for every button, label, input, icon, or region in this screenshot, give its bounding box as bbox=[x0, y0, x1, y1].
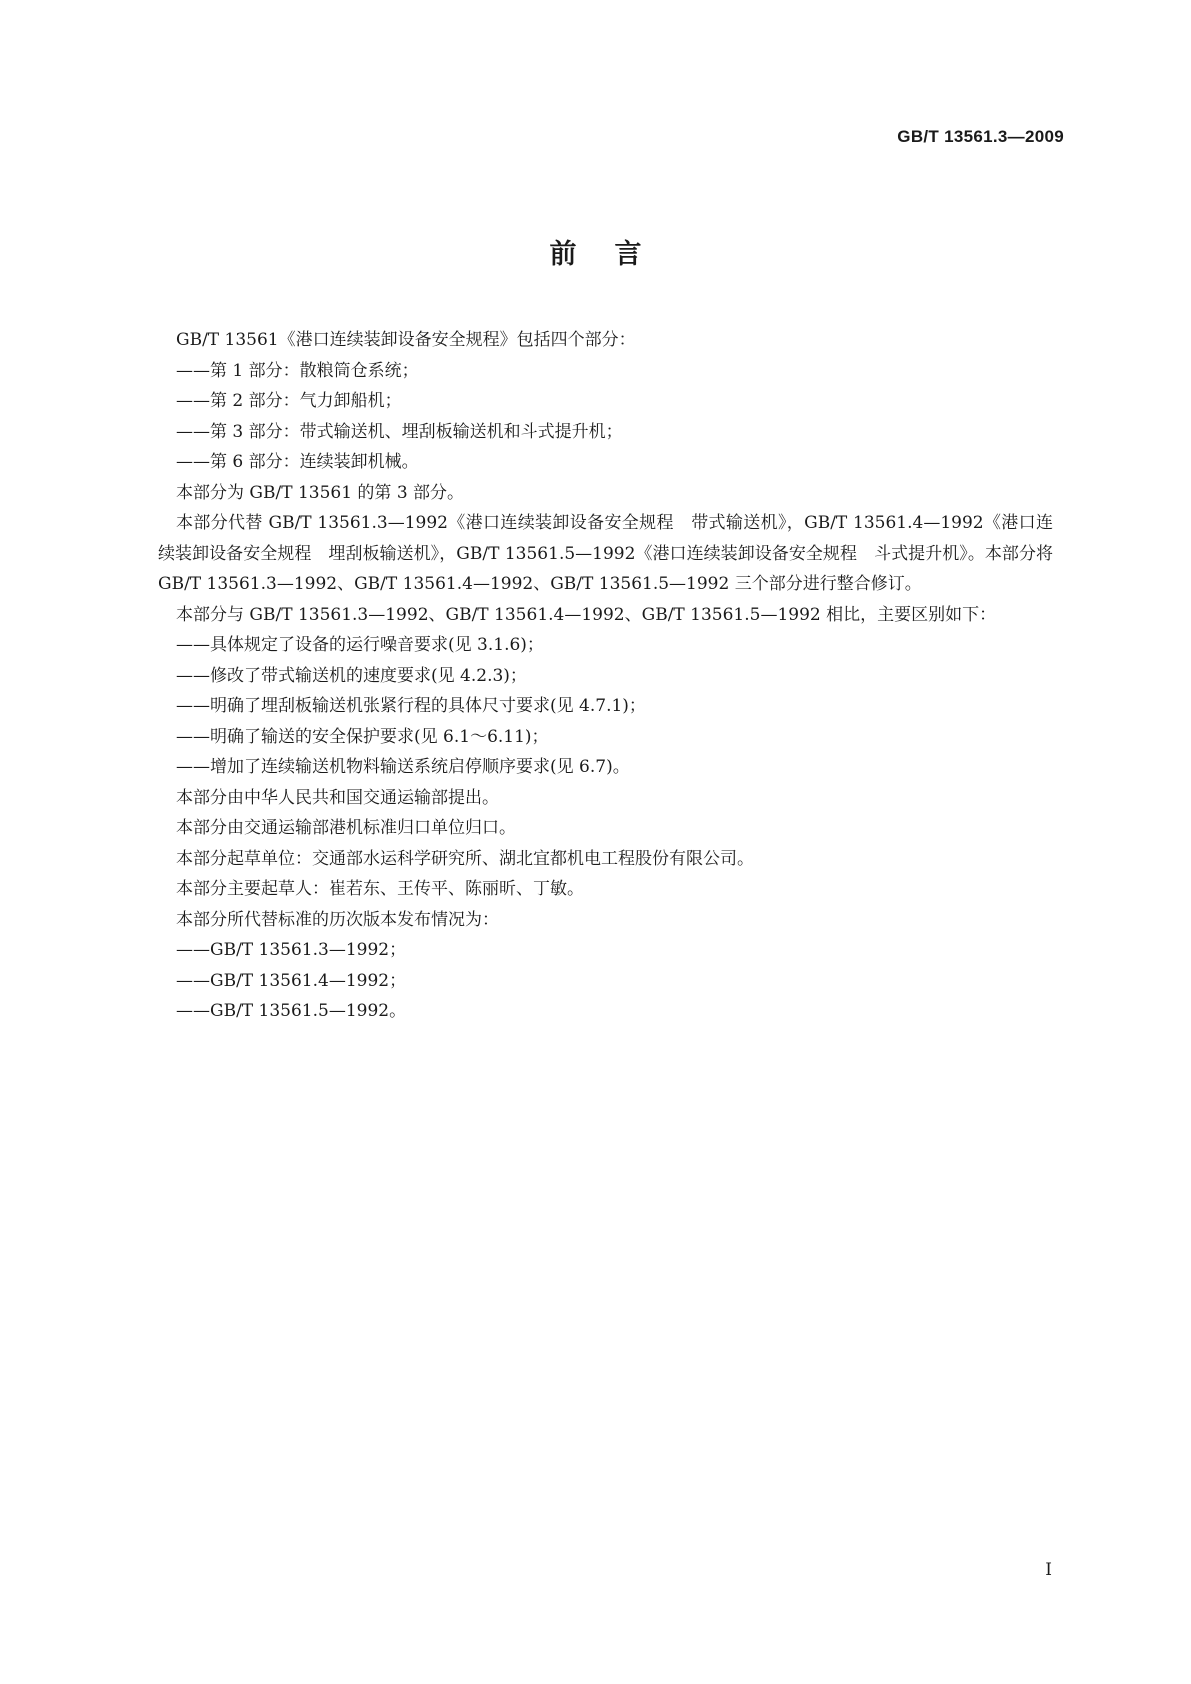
paragraph-proposed-by: 本部分由中华人民共和国交通运输部提出。 bbox=[176, 787, 499, 808]
list-item-part-1: ——第 1 部分：散粮筒仓系统； bbox=[176, 360, 419, 381]
list-item-difference: ——明确了输送的安全保护要求(见 6.1～6.11)； bbox=[176, 726, 549, 747]
paragraph-drafting-units: 本部分起草单位：交通部水运科学研究所、湖北宜都机电工程股份有限公司。 bbox=[176, 848, 754, 869]
list-item-part-6: ——第 6 部分：连续装卸机械。 bbox=[176, 452, 419, 472]
paragraph-managed-by: 本部分由交通运输部港机标准归口单位归口。 bbox=[176, 818, 516, 838]
standard-code-header: GB/T 13561.3—2009 bbox=[897, 127, 1064, 146]
list-item-edition: ——GB/T 13561.5—1992。 bbox=[176, 1001, 407, 1021]
foreword-body bbox=[158, 325, 1053, 1027]
page-number: I bbox=[1045, 1560, 1052, 1580]
list-item-difference: ——具体规定了设备的运行噪音要求(见 3.1.6)； bbox=[176, 635, 544, 655]
page-title: 前言 bbox=[549, 239, 680, 270]
list-item-part-2: ——第 2 部分：气力卸船机； bbox=[176, 391, 402, 411]
list-item-difference: ——增加了连续输送机物料输送系统启停顺序要求(见 6.7)。 bbox=[176, 757, 630, 777]
paragraph-previous-editions: 本部分所代替标准的历次版本发布情况为： bbox=[176, 909, 499, 930]
list-item-difference: ——修改了带式输送机的速度要求(见 4.2.3)； bbox=[176, 665, 527, 686]
paragraph-replaces: 本部分代替 GB/T 13561.3—1992《港口连续装卸设备安全规程 带式输送机》，GB/T 13561.4—1992《港口连续装卸设备安全规程 埋刮板输送机》，GB/T 13561.5—1992《港口连续装卸设备安全规程 斗式提升机》。本部分将 GB/T 13561.3—1992、GB/T 13561.4—1992、GB/T 13561.5—1992 三个部分进行整合修订。 bbox=[158, 513, 1053, 594]
list-item-difference: ——明确了埋刮板输送机张紧行程的具体尺寸要求(见 4.7.1)； bbox=[176, 696, 646, 716]
paragraph-intro: GB/T 13561《港口连续装卸设备安全规程》包括四个部分： bbox=[176, 330, 636, 350]
list-item-edition: ——GB/T 13561.3—1992； bbox=[176, 940, 407, 960]
paragraph-differences: 本部分与 GB/T 13561.3—1992、GB/T 13561.4—1992、GB/T 13561.5—1992 相比，主要区别如下： bbox=[176, 604, 997, 625]
paragraph-this-part: 本部分为 GB/T 13561 的第 3 部分。 bbox=[176, 482, 465, 503]
paragraph-drafters: 本部分主要起草人：崔若东、王传平、陈丽昕、丁敏。 bbox=[176, 879, 584, 899]
list-item-edition: ——GB/T 13561.4—1992； bbox=[176, 970, 407, 991]
list-item-part-3: ——第 3 部分：带式输送机、埋刮板输送机和斗式提升机； bbox=[176, 421, 623, 442]
